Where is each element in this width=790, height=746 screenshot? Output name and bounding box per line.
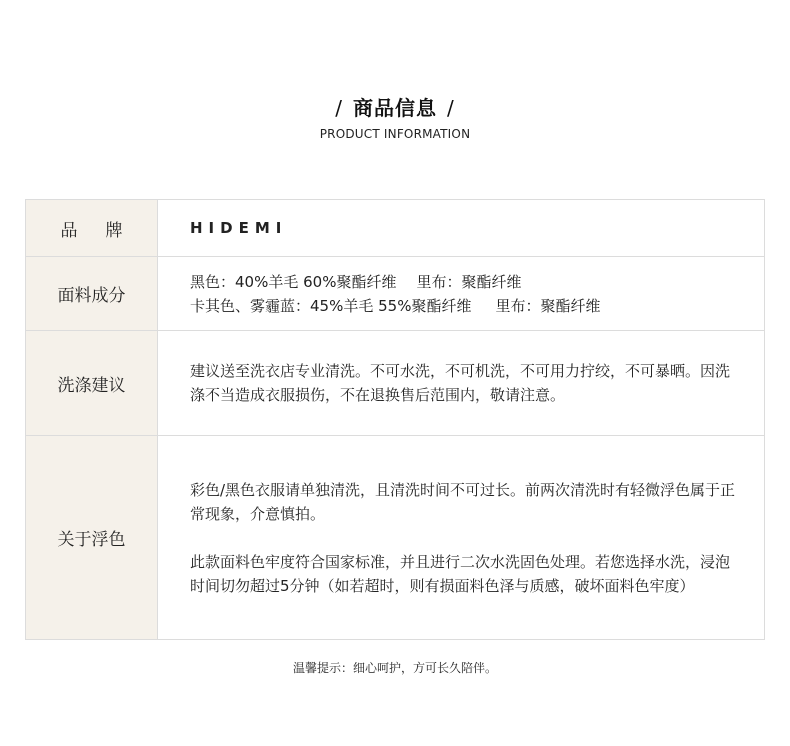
fabric-label-cell (26, 257, 158, 331)
fading-paragraph-1: 彩色/黑色衣服请单独清洗，且清洗时间不可过长。前两次清洗时有轻微浮色属于正常现象，介意慎拍。 (190, 480, 736, 523)
section-header (0, 92, 790, 141)
fabric-value-cell (158, 257, 765, 331)
fading-label: 关于浮色 (57, 530, 126, 550)
title-text: 商品信息 (353, 96, 437, 120)
page-title (0, 92, 790, 121)
washing-text: 建议送至洗衣店专业清洗。不可水洗，不可机洗，不可用力拧绞，不可暴晒。因洗涤不当造成衣服损伤，不在退换售后范围内，敬请注意。 (190, 362, 731, 404)
title-slash-right: / (447, 96, 455, 120)
brand-label-cell (26, 200, 158, 257)
fabric-line2-main: 卡其色、雾霾蓝：45%羊毛 55%聚酯纤维 (190, 296, 472, 315)
fabric-line2-lining: 里布：聚酯纤维 (495, 296, 601, 315)
table-row-fabric (26, 257, 765, 331)
fabric-label: 面料成分 (57, 286, 126, 306)
page-subtitle: PRODUCT INFORMATION (319, 127, 471, 141)
table-row-washing (26, 331, 765, 436)
brand-value-cell (158, 200, 765, 257)
table-row-brand (26, 200, 765, 257)
fading-label-cell (26, 436, 158, 640)
washing-label-cell (26, 331, 158, 436)
table-row-fading (26, 436, 765, 640)
product-info-table (25, 199, 765, 640)
fading-paragraph-2: 此款面料色牢度符合国家标准，并且进行二次水洗固色处理。若您选择水洗，浸泡时间切勿超过5分钟（如若超时，则有损面料色泽与质感，破坏面料色牢度） (190, 552, 731, 595)
fabric-line-2 (190, 294, 740, 318)
washing-value-cell (158, 331, 765, 436)
brand-value: HIDEMI (190, 219, 288, 237)
fading-value-cell (158, 436, 765, 640)
washing-label: 洗涤建议 (57, 375, 126, 396)
fabric-line1-main: 黑色：40%羊毛 60%聚酯纤维 (190, 272, 397, 291)
fabric-line-1 (190, 270, 740, 294)
brand-label: 品牌 (60, 220, 151, 241)
fabric-line1-lining: 里布：聚酯纤维 (416, 272, 522, 291)
title-slash-left: / (335, 96, 343, 120)
footer-note: 温馨提示：细心呵护，方可长久陪伴。 (292, 661, 497, 675)
